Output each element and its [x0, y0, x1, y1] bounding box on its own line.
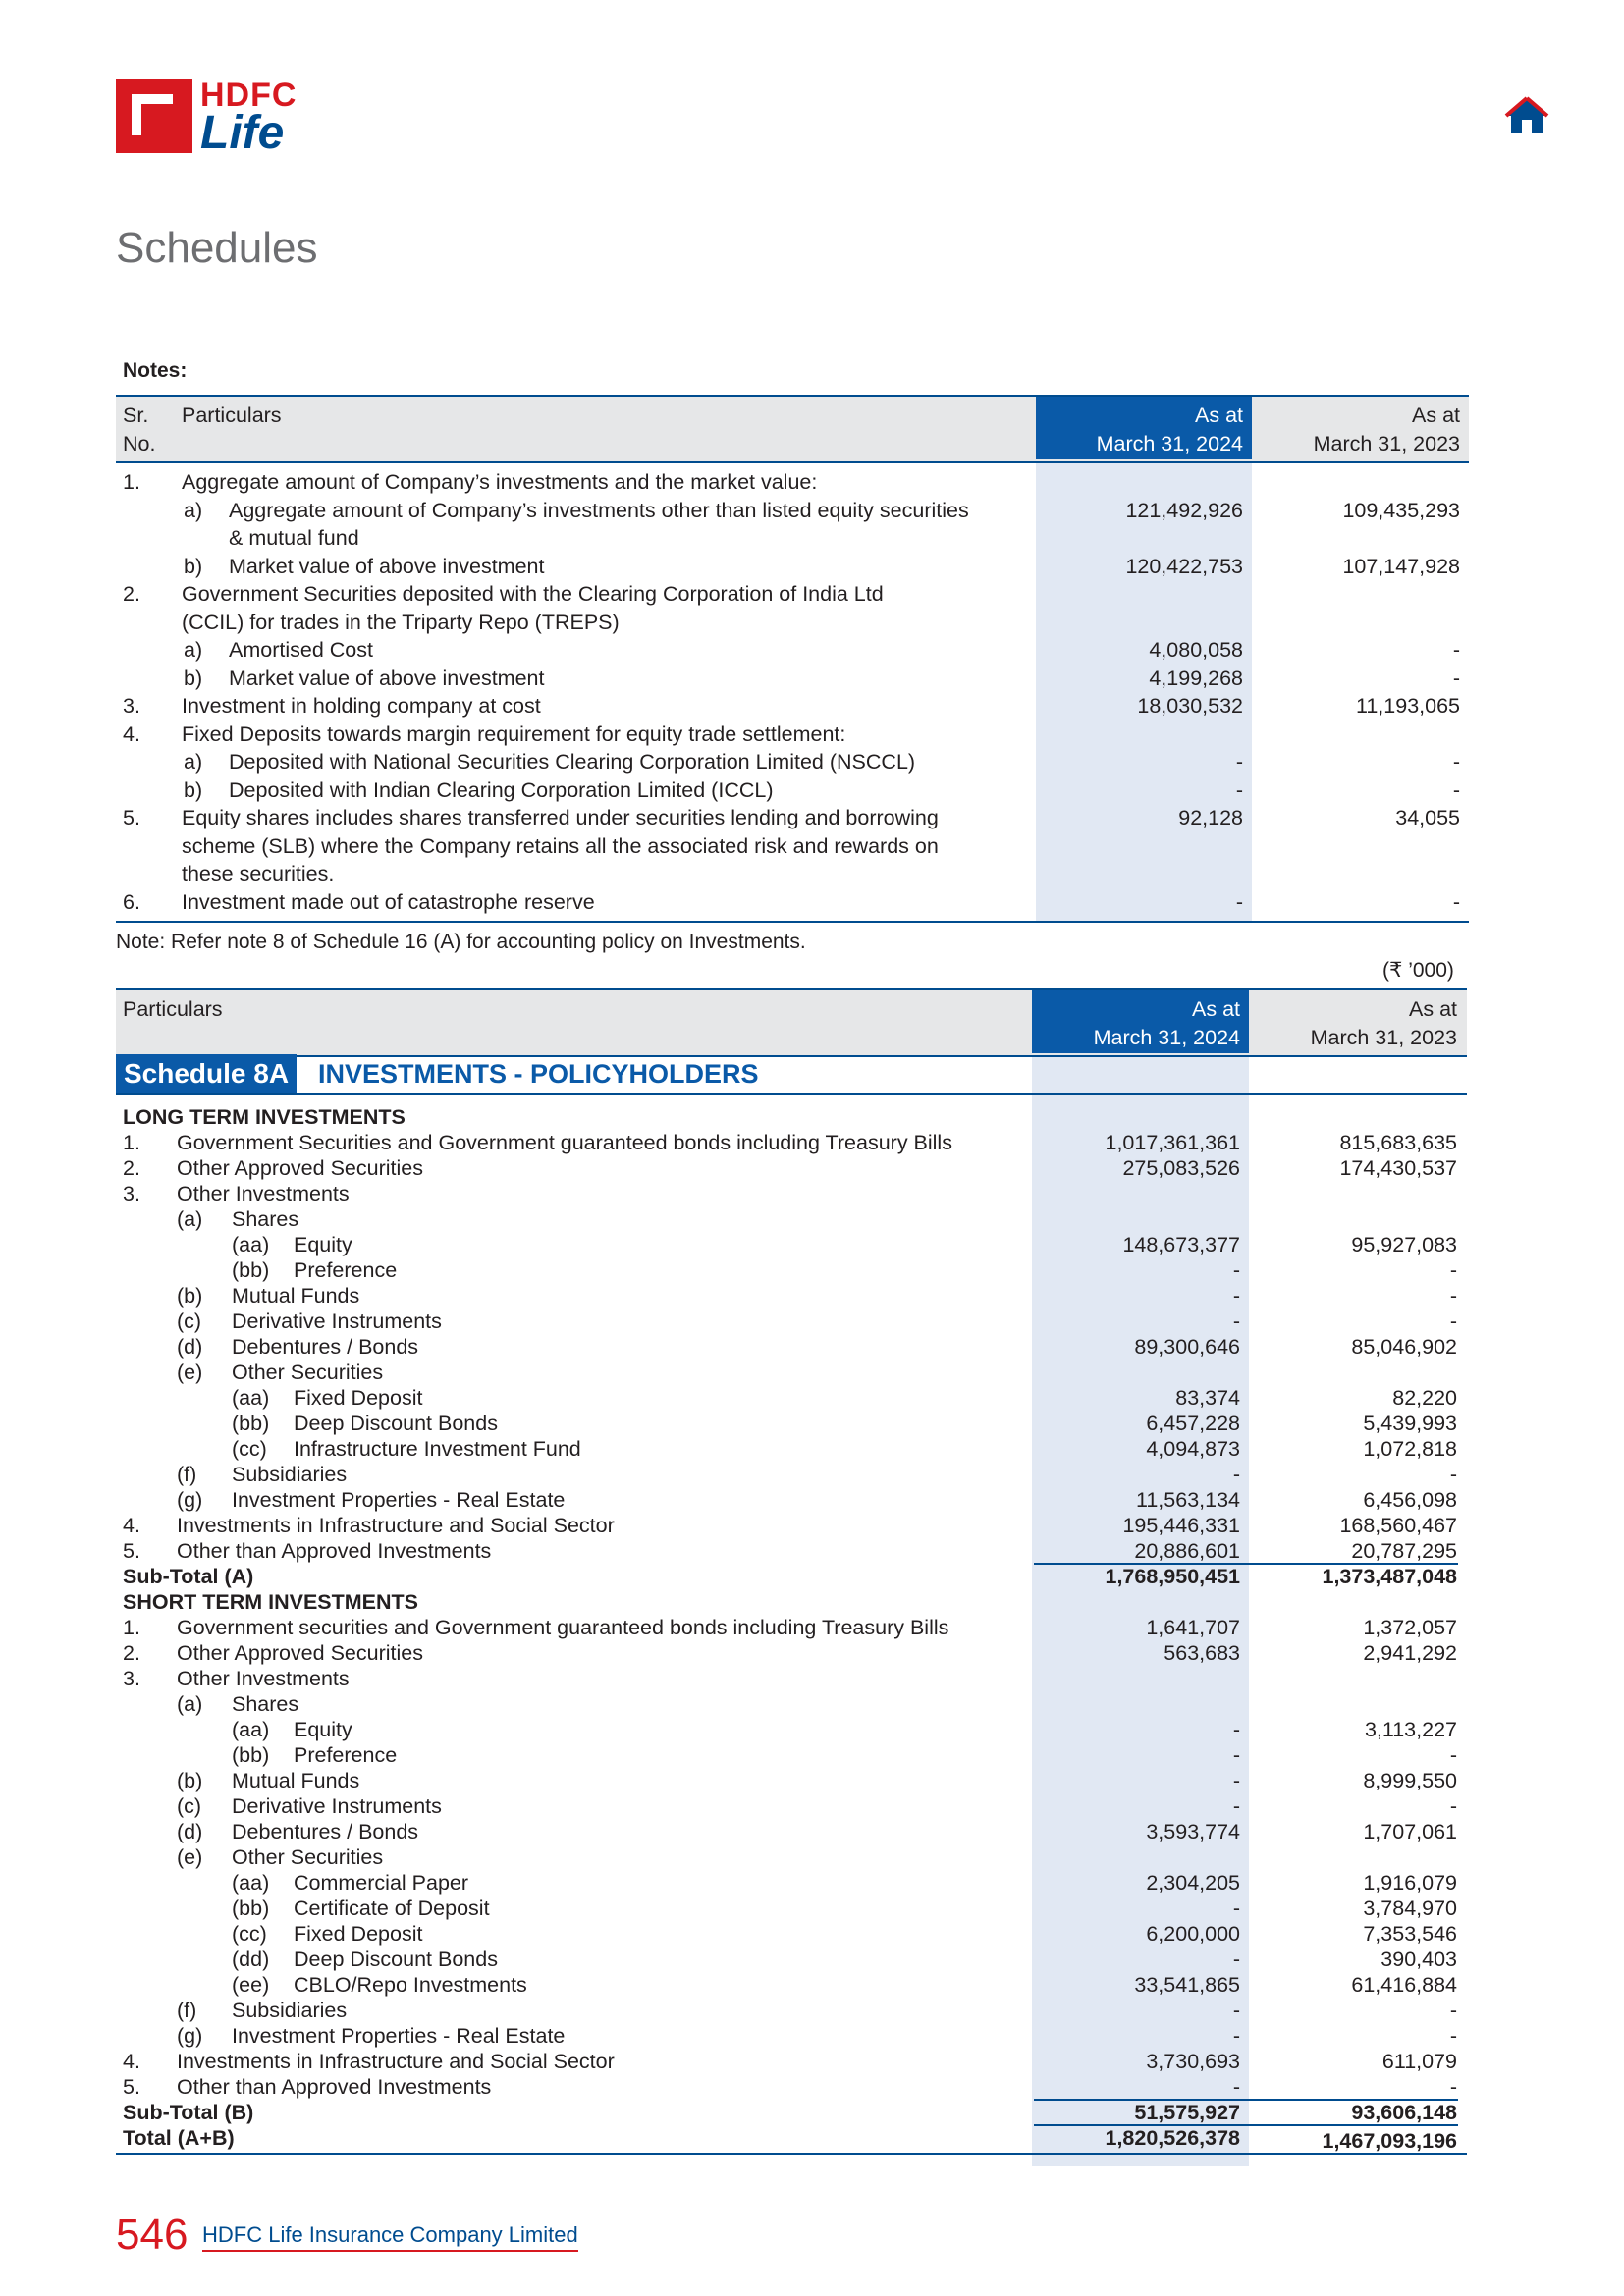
notes-row-text: Amortised Cost	[229, 638, 373, 662]
notes-row-text: Aggregate amount of Company’s investments and the market value:	[182, 470, 818, 494]
schedule-row-value-2023: -	[1449, 1258, 1457, 1282]
schedule-row-value-2024: -	[1232, 1284, 1240, 1308]
schedule-row-label: Fixed Deposit	[294, 1386, 423, 1410]
notes-header-col1-a: As at	[1195, 403, 1243, 427]
total-rule-top	[1034, 2124, 1458, 2126]
schedule-row-value-2023: 1,707,061	[1363, 1820, 1457, 1843]
schedule-row-value-2024: 195,446,331	[1122, 1514, 1240, 1537]
notes-row-text: Equity shares includes shares transferred under securities lending and borrowing	[182, 806, 939, 829]
total-rule-top	[1034, 1563, 1458, 1565]
schedule-row-value-2024: 51,575,927	[1134, 2101, 1240, 2124]
schedule-row-value-2023: 61,416,884	[1351, 1973, 1457, 1997]
schedule-row-value-2024: -	[1232, 2075, 1240, 2099]
notes-row-sub: a)	[184, 498, 203, 522]
schedule-row-value-2024: 6,457,228	[1146, 1412, 1240, 1435]
schedule-row-label: Shares	[232, 1207, 299, 1231]
schedule-row-label: Investment Properties - Real Estate	[232, 1488, 566, 1512]
schedule-row-label: Fixed Deposit	[294, 1922, 423, 1946]
schedule-row-value-2024: 4,094,873	[1146, 1437, 1240, 1461]
schedule-row-value-2024: 89,300,646	[1134, 1335, 1240, 1359]
notes-row-value-2024: -	[1235, 750, 1243, 774]
notes-row-value-2023: -	[1452, 666, 1460, 690]
schedule-row-value-2023: -	[1449, 1284, 1457, 1308]
schedule-row-number: (cc)	[232, 1922, 267, 1946]
notes-header-col2-a: As at	[1412, 403, 1460, 427]
notes-row-sub: a)	[184, 750, 203, 774]
notes-row-sub: b)	[184, 777, 203, 802]
schedule-row-number: (d)	[177, 1820, 203, 1843]
schedule-row-number: 5.	[123, 2075, 140, 2099]
schedule-row-label: Investment Properties - Real Estate	[232, 2024, 566, 2048]
notes-row-sr: 3.	[123, 694, 140, 718]
schedule-row-value-2023: 1,916,079	[1363, 1871, 1457, 1895]
schedule-row-number: (a)	[177, 1692, 203, 1716]
notes-row-value-2023: -	[1452, 750, 1460, 774]
schedule-row-number: (a)	[177, 1207, 203, 1231]
schedule-row-number: (e)	[177, 1361, 203, 1384]
schedule-row-value-2023: 1,072,818	[1363, 1437, 1457, 1461]
schedule-row-value-2023: 8,999,550	[1363, 1769, 1457, 1792]
schedule-row-value-2024: -	[1232, 2024, 1240, 2048]
schedule-row-value-2023: -	[1449, 1463, 1457, 1486]
schedule-row-number: 3.	[123, 1667, 140, 1690]
schedule-row-value-2024: 1,768,950,451	[1105, 1565, 1240, 1588]
schedule-row-number: (f)	[177, 1463, 197, 1486]
schedule-row-value-2024: 6,200,000	[1146, 1922, 1240, 1946]
schedule-row-label: Government securities and Government guaranteed bonds including Treasury Bills	[177, 1616, 949, 1639]
notes-row-value-2024: 18,030,532	[1137, 694, 1243, 718]
notes-row-value-2023: 11,193,065	[1355, 694, 1460, 718]
notes-row-value-2024: -	[1235, 889, 1243, 914]
schedule-row-value-2024: -	[1232, 1309, 1240, 1333]
schedule-row-label: Investments in Infrastructure and Social Sector	[177, 2050, 615, 2073]
schedule-row-value-2023: 1,372,057	[1363, 1616, 1457, 1639]
schedule-row-value-2023: 390,403	[1380, 1948, 1457, 1971]
schedule-row-value-2024: 2,304,205	[1146, 1871, 1240, 1895]
schedule-row-value-2023: -	[1449, 2024, 1457, 2048]
schedule-row-value-2023: 168,560,467	[1339, 1514, 1457, 1537]
schedule-header-col1-b: March 31, 2024	[1093, 1026, 1240, 1049]
schedule-row-value-2024: 3,730,693	[1146, 2050, 1240, 2073]
schedule-row-number: 1.	[123, 1616, 140, 1639]
notes-row-text: these securities.	[182, 862, 335, 885]
schedule-row-value-2023: 82,220	[1392, 1386, 1457, 1410]
notes-row-text: Fixed Deposits towards margin requirement for equity trade settlement:	[182, 721, 846, 746]
schedule-row-value-2024: 563,683	[1164, 1641, 1240, 1665]
notes-row-text: scheme (SLB) where the Company retains all the associated risk and rewards on	[182, 833, 939, 858]
schedule-row-value-2024: -	[1232, 1743, 1240, 1767]
schedule-row-number: 3.	[123, 1182, 140, 1205]
notes-row-value-2023: 109,435,293	[1342, 498, 1460, 522]
logo-text-life: Life	[200, 107, 285, 159]
schedule-row-label: Other Approved Securities	[177, 1641, 423, 1665]
notes-row-text: Market value of above investment	[229, 666, 545, 690]
schedule-row-number: (c)	[177, 1309, 202, 1333]
schedule-row-label: Mutual Funds	[232, 1284, 360, 1308]
notes-row-sub: b)	[184, 554, 203, 578]
schedule-row-value-2023: 6,456,098	[1363, 1488, 1457, 1512]
notes-row-text: Investment made out of catastrophe reserve	[182, 889, 595, 914]
schedule-row-number: (bb)	[232, 1258, 270, 1282]
schedule-row-number: (b)	[177, 1769, 203, 1792]
notes-row-text: (CCIL) for trades in the Triparty Repo (TREPS)	[182, 610, 620, 634]
schedule-row-label: Deep Discount Bonds	[294, 1412, 498, 1435]
schedule-row-label: Debentures / Bonds	[232, 1335, 419, 1359]
notes-row-value-2023: -	[1452, 638, 1460, 662]
notes-row-sr: 4.	[123, 721, 140, 746]
logo-mark	[116, 79, 192, 153]
grand-total-rule	[116, 2153, 1467, 2155]
schedule-row-number: (c)	[177, 1794, 202, 1818]
notes-row-text: & mutual fund	[229, 526, 359, 550]
schedule-row-label: Other Securities	[232, 1845, 384, 1869]
schedule-row-number: (aa)	[232, 1233, 270, 1256]
notes-row-text: Deposited with National Securities Clearing Corporation Limited (NSCCL)	[229, 750, 916, 774]
notes-row-sr: 1.	[123, 470, 140, 494]
schedule-row-value-2024: 83,374	[1175, 1386, 1240, 1410]
schedule-row-label: Preference	[294, 1258, 398, 1282]
schedule-row-value-2024: 1,820,526,378	[1105, 2126, 1240, 2150]
schedule-row-label: Subsidiaries	[232, 1463, 348, 1486]
home-icon[interactable]	[1504, 94, 1549, 135]
schedule-row-value-2024: -	[1232, 1948, 1240, 1971]
schedule-row-number: (bb)	[232, 1743, 270, 1767]
schedule-row-label: LONG TERM INVESTMENTS	[123, 1105, 406, 1129]
schedule-row-number: (bb)	[232, 1412, 270, 1435]
schedule-row-value-2024: 11,563,134	[1135, 1488, 1240, 1512]
schedule-row-number: (ee)	[232, 1973, 270, 1997]
schedule-row-value-2024: 33,541,865	[1134, 1973, 1240, 1997]
currency-unit: (₹ ’000)	[1382, 959, 1454, 982]
schedule-row-number: (b)	[177, 1284, 203, 1308]
notes-row-value-2023: 34,055	[1395, 806, 1460, 829]
notes-row-value-2024: 4,199,268	[1149, 666, 1243, 690]
notes-header-no: No.	[123, 432, 156, 455]
schedule-row-label: Derivative Instruments	[232, 1309, 442, 1333]
schedule-row-label: CBLO/Repo Investments	[294, 1973, 527, 1997]
schedule-row-number: (e)	[177, 1845, 203, 1869]
schedule-row-label: Preference	[294, 1743, 398, 1767]
schedule-row-number: (aa)	[232, 1718, 270, 1741]
schedule-row-number: (g)	[177, 1488, 203, 1512]
notes-row-sub: a)	[184, 638, 203, 662]
schedule-row-label: Other Securities	[232, 1361, 384, 1384]
schedule-row-value-2023: -	[1449, 1743, 1457, 1767]
schedule-row-number: 2.	[123, 1641, 140, 1665]
schedule-row-label: Deep Discount Bonds	[294, 1948, 498, 1971]
notes-row-sr: 6.	[123, 889, 140, 914]
schedule-row-value-2023: 1,373,487,048	[1322, 1565, 1457, 1588]
schedule-row-label: Other than Approved Investments	[177, 2075, 492, 2099]
schedule-row-value-2024: -	[1232, 1258, 1240, 1282]
notes-row-sr: 5.	[123, 806, 140, 829]
schedule-row-value-2023: 3,784,970	[1363, 1896, 1457, 1920]
page-number: 546	[116, 2211, 189, 2259]
schedule-row-value-2024: 275,083,526	[1122, 1156, 1240, 1180]
schedule-row-value-2023: 95,927,083	[1351, 1233, 1457, 1256]
schedule-row-value-2023: 20,787,295	[1351, 1539, 1457, 1563]
notes-row-text: Market value of above investment	[229, 554, 545, 578]
schedule-row-label: Debentures / Bonds	[232, 1820, 419, 1843]
schedule-row-number: 5.	[123, 1539, 140, 1563]
schedule-row-value-2024: -	[1232, 1896, 1240, 1920]
schedule-row-label: Equity	[294, 1233, 352, 1256]
schedule-row-number: (cc)	[232, 1437, 267, 1461]
schedule-row-label: Commercial Paper	[294, 1871, 469, 1895]
notes-row-text: Government Securities deposited with the Clearing Corporation of India Ltd	[182, 582, 884, 606]
schedule-row-value-2023: 815,683,635	[1339, 1131, 1457, 1154]
schedule-row-value-2023: 1,467,093,196	[1322, 2129, 1457, 2153]
total-rule-top	[1034, 2099, 1458, 2101]
schedule-row-value-2023: 5,439,993	[1363, 1412, 1457, 1435]
schedule-row-number: 2.	[123, 1156, 140, 1180]
schedule-row-value-2023: 7,353,546	[1363, 1922, 1457, 1946]
notes-row-sub: b)	[184, 666, 203, 690]
schedule-row-value-2024: -	[1232, 1718, 1240, 1741]
schedule-row-number: 4.	[123, 1514, 140, 1537]
schedule-header-col2-a: As at	[1409, 997, 1457, 1021]
notes-header-particulars: Particulars	[182, 403, 282, 427]
schedule-row-number: (d)	[177, 1335, 203, 1359]
schedule-row-value-2023: -	[1449, 1999, 1457, 2022]
schedule-row-label: Sub-Total (A)	[123, 1565, 254, 1588]
notes-row-value-2023: -	[1452, 777, 1460, 802]
notes-label: Notes:	[123, 359, 188, 382]
schedule-row-label: Certificate of Deposit	[294, 1896, 490, 1920]
schedule-row-label: Equity	[294, 1718, 352, 1741]
notes-header-sr: Sr.	[123, 403, 149, 427]
schedule-table	[116, 988, 1469, 2166]
schedule-row-value-2023: -	[1449, 2075, 1457, 2099]
schedule-row-number: (g)	[177, 2024, 203, 2048]
schedule-row-label: Other than Approved Investments	[177, 1539, 492, 1563]
notes-row-text: Deposited with Indian Clearing Corporation Limited (ICCL)	[229, 777, 774, 802]
notes-row-value-2023: 107,147,928	[1342, 554, 1460, 578]
notes-row-value-2024: 4,080,058	[1149, 638, 1243, 662]
schedule-row-label: Shares	[232, 1692, 299, 1716]
schedule-row-label: SHORT TERM INVESTMENTS	[123, 1590, 419, 1614]
schedule-row-label: Derivative Instruments	[232, 1794, 442, 1818]
schedule-row-label: Mutual Funds	[232, 1769, 360, 1792]
schedule-row-value-2024: 3,593,774	[1146, 1820, 1240, 1843]
schedule-row-value-2024: -	[1232, 1999, 1240, 2022]
schedule-row-value-2023: -	[1449, 1794, 1457, 1818]
notes-row-value-2024: 92,128	[1178, 806, 1243, 829]
schedule-row-number: (aa)	[232, 1386, 270, 1410]
schedule-row-value-2024: 148,673,377	[1122, 1233, 1240, 1256]
notes-row-text: Aggregate amount of Company’s investments other than listed equity securities	[229, 498, 969, 522]
schedule-row-label: Total (A+B)	[123, 2126, 235, 2150]
notes-bottom-rule	[116, 921, 1469, 923]
schedule-title-rule	[116, 1093, 1467, 1095]
schedule-row-value-2023: 3,113,227	[1364, 1718, 1457, 1741]
hdfc-life-logo	[116, 77, 312, 159]
schedule-row-value-2024: -	[1232, 1794, 1240, 1818]
notes-header-col1-b: March 31, 2024	[1096, 432, 1243, 455]
schedule-row-number: (bb)	[232, 1896, 270, 1920]
notes-row-sr: 2.	[123, 582, 140, 606]
schedule-header-particulars: Particulars	[123, 997, 223, 1021]
schedule-row-label: Subsidiaries	[232, 1999, 348, 2022]
schedule-title: Schedule 8A	[116, 1054, 297, 1094]
notes-table	[116, 395, 1469, 923]
schedule-row-label: Sub-Total (B)	[123, 2101, 254, 2124]
notes-header-col2-b: March 31, 2023	[1313, 432, 1460, 455]
schedule-row-value-2024: -	[1232, 1769, 1240, 1792]
schedule-row-label: Infrastructure Investment Fund	[294, 1437, 581, 1461]
notes-row-value-2024: -	[1235, 777, 1243, 802]
schedule-row-label: Investments in Infrastructure and Social Sector	[177, 1514, 615, 1537]
schedule-row-number: 1.	[123, 1131, 140, 1154]
notes-row-value-2024: 121,492,926	[1125, 498, 1243, 522]
schedule-row-value-2023: 174,430,537	[1339, 1156, 1457, 1180]
schedule-header-col1-a: As at	[1192, 997, 1240, 1021]
schedule-row-label: Other Investments	[177, 1667, 350, 1690]
notes-footnote: Note: Refer note 8 of Schedule 16 (A) for accounting policy on Investments.	[116, 931, 806, 953]
notes-row-value-2024: 120,422,753	[1125, 554, 1243, 578]
schedule-row-value-2023: 85,046,902	[1351, 1335, 1457, 1359]
schedule-row-label: Other Approved Securities	[177, 1156, 423, 1180]
schedule-row-value-2023: 611,079	[1381, 2050, 1457, 2073]
page-title: Schedules	[116, 224, 318, 272]
schedule-row-value-2023: -	[1449, 1309, 1457, 1333]
schedule-row-value-2024: 1,641,707	[1146, 1616, 1240, 1639]
schedule-row-value-2023: 2,941,292	[1363, 1641, 1457, 1665]
schedule-row-value-2023: 93,606,148	[1351, 2101, 1457, 2124]
notes-row-text: Investment in holding company at cost	[182, 694, 541, 718]
schedule-row-number: (aa)	[232, 1871, 270, 1895]
schedule-header-col2-b: March 31, 2023	[1310, 1026, 1457, 1049]
schedule-row-number: 4.	[123, 2050, 140, 2073]
schedule-subtitle: INVESTMENTS - POLICYHOLDERS	[318, 1059, 759, 1089]
footer-company-name: HDFC Life Insurance Company Limited	[202, 2222, 578, 2252]
schedule-row-value-2024: 20,886,601	[1134, 1539, 1240, 1563]
logo-text-hdfc: HDFC	[200, 77, 298, 114]
schedule-row-number: (f)	[177, 1999, 197, 2022]
schedule-row-value-2024: -	[1232, 1463, 1240, 1486]
notes-row-value-2023: -	[1452, 889, 1460, 914]
schedule-row-label: Other Investments	[177, 1182, 350, 1205]
schedule-row-number: (dd)	[232, 1948, 270, 1971]
schedule-row-value-2024: 1,017,361,361	[1105, 1131, 1240, 1154]
schedule-row-label: Government Securities and Government guaranteed bonds including Treasury Bills	[177, 1131, 952, 1154]
